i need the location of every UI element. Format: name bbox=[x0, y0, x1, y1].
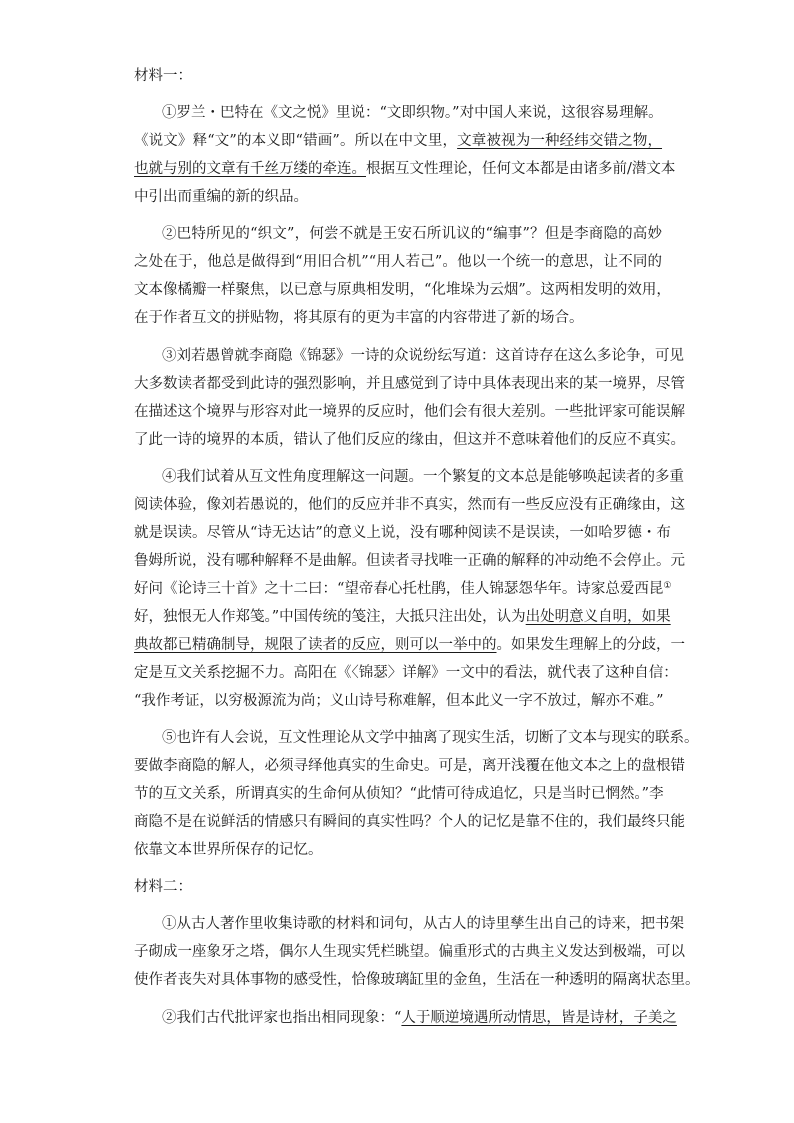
p1-underline-b: 也就与别的文章有千丝万缕的牵连。 bbox=[134, 161, 366, 177]
p2-line-4: 在于作者互文的拼贴物，将其原有的更为丰富的内容带进了新的场合。 bbox=[134, 310, 584, 326]
p4-line-9: “我作考证，以穷极源流为尚；义山诗号称难解，但本此义一字不放过，解亦不难。” bbox=[134, 693, 664, 709]
p5-line-3: 节的互文关系，所谓真实的生命何从侦知？“此情可待成追忆，只是当时已惘然。”李 bbox=[134, 786, 664, 802]
p5-line-5: 依靠文本世界所保存的记忆。 bbox=[134, 842, 323, 858]
p4-line-8: 定是互文关系挖掘不力。高阳在《〈锦瑟〉详解》一文中的看法，就代表了这种自信： bbox=[134, 665, 678, 681]
material-two-heading: 材料二： bbox=[134, 879, 192, 895]
p4-line-1: ④我们试着从互文性角度理解这一问题。一个繁复的文本总是能够唤起读者的多重 bbox=[162, 469, 684, 485]
p3-line-1: ③刘若愚曾就李商隐《锦瑟》一诗的众说纷纭写道：这首诗存在这么多论争，可见 bbox=[162, 348, 684, 364]
p3-line-4: 了此一诗的境界的本质，错认了他们反应的缘由，但这并不意味着他们的反应不真实。 bbox=[134, 432, 685, 448]
p4-underline-d: 则可以一举中的 bbox=[395, 637, 497, 653]
p4-underline-c: 规限了读者的反应， bbox=[264, 637, 395, 653]
p4-underline-b: 典故都已精确制导， bbox=[134, 637, 265, 653]
p4-line-6: 好，独恨无人作郑笺。”中国传统的笺注，大抵只注出处，认为出处明意义自明，如果 bbox=[134, 609, 671, 625]
p4-underline-a: 出处明意义自明，如果 bbox=[525, 609, 671, 625]
p4-line-3: 就是误读。尽管从“诗无达诂”的意义上说，没有哪种阅读不是误读，一如哈罗德・布 bbox=[134, 525, 671, 541]
p1-line-2: 《说文》释“文”的本义即“错画”。所以在中文里，文章被视为一种经纬交错之物， bbox=[134, 133, 663, 149]
p4-line-4: 鲁姆所说，没有哪种解释不是曲解。但读者寻找唯一正确的解释的冲动绝不会停止。元 bbox=[134, 553, 685, 569]
p4-line-7: 典故都已精确制导，规限了读者的反应，则可以一举中的。如果发生理解上的分歧，一 bbox=[134, 637, 685, 653]
p3-line-3: 在描述这个境界与形容对此一境界的反应时，他们会有很大差别。一些批评家可能误解 bbox=[134, 404, 685, 420]
material-one-heading: 材料一： bbox=[134, 68, 192, 84]
p1-line-4: 中引出而重编的新的织品。 bbox=[134, 189, 308, 205]
p1-line-3: 也就与别的文章有千丝万缕的牵连。根据互文性理论，任何文本都是由诸多前/潜文本 bbox=[134, 161, 676, 177]
q1-line-3: 使作者丧失对具体事物的感受性，恰像玻璃缸里的金鱼，生活在一种透明的隔离状态里。 bbox=[134, 972, 700, 988]
p2-line-1: ②巴特所见的“织文”，何尝不就是王安石所讥议的“编事”？但是李商隐的高妙 bbox=[162, 226, 662, 242]
p5-line-1: ⑤也许有人会说，互文性理论从文学中抽离了现实生活，切断了文本与现实的联系。 bbox=[162, 730, 699, 746]
p5-line-4: 商隐不是在说鲜活的情感只有瞬间的真实性吗？个人的记忆是靠不住的，我们最终只能 bbox=[134, 814, 685, 830]
p3-line-2: 大多数读者都受到此诗的强烈影响，并且感觉到了诗中具体表现出来的某一境界，尽管 bbox=[134, 376, 685, 392]
footnote-marker: ① bbox=[663, 581, 672, 591]
p5-line-2: 要做李商隐的解人，必须寻绎他真实的生命史。可是，离开浅覆在他文本之上的盘根错 bbox=[134, 758, 685, 774]
p1-line-1: ①罗兰・巴特在《文之悦》里说：“文即织物。”对中国人来说，这很容易理解。 bbox=[162, 105, 663, 121]
q2-line-1: ②我们古代批评家也指出相同现象：“人于顺逆境遇所动情思，皆是诗材，子美之 bbox=[162, 1010, 677, 1026]
p1-underline-a: 文章被视为一种经纬交错之物， bbox=[457, 133, 663, 149]
q1-line-1: ①从古人著作里收集诗歌的材料和词句，从古人的诗里孳生出自己的诗来，把书架 bbox=[162, 916, 684, 932]
q2-underline: 人于顺逆境遇所动情思，皆是诗材，子美之 bbox=[401, 1010, 677, 1026]
p4-line-5: 好问《论诗三十首》之十二曰：“望帝春心托杜鹃，佳人锦瑟怨华年。诗家总爱西昆① bbox=[134, 581, 672, 597]
q1-line-2: 子砌成一座象牙之塔，偶尔人生现实凭栏眺望。偏重形式的古典主义发达到极端，可以 bbox=[134, 944, 685, 960]
p2-line-3: 文本像橘瓣一样聚焦，以已意与原典相发明，“化堆垛为云烟”。这两相发明的效用， bbox=[134, 282, 671, 298]
p4-line-2: 阅读体验，像刘若愚说的，他们的反应并非不真实，然而有一些反应没有正确缘由，这 bbox=[134, 497, 685, 513]
p2-line-2: 之处在于，他总是做得到“用旧合机”“用人若己”。他以一个统一的意思，让不同的 bbox=[134, 254, 662, 270]
